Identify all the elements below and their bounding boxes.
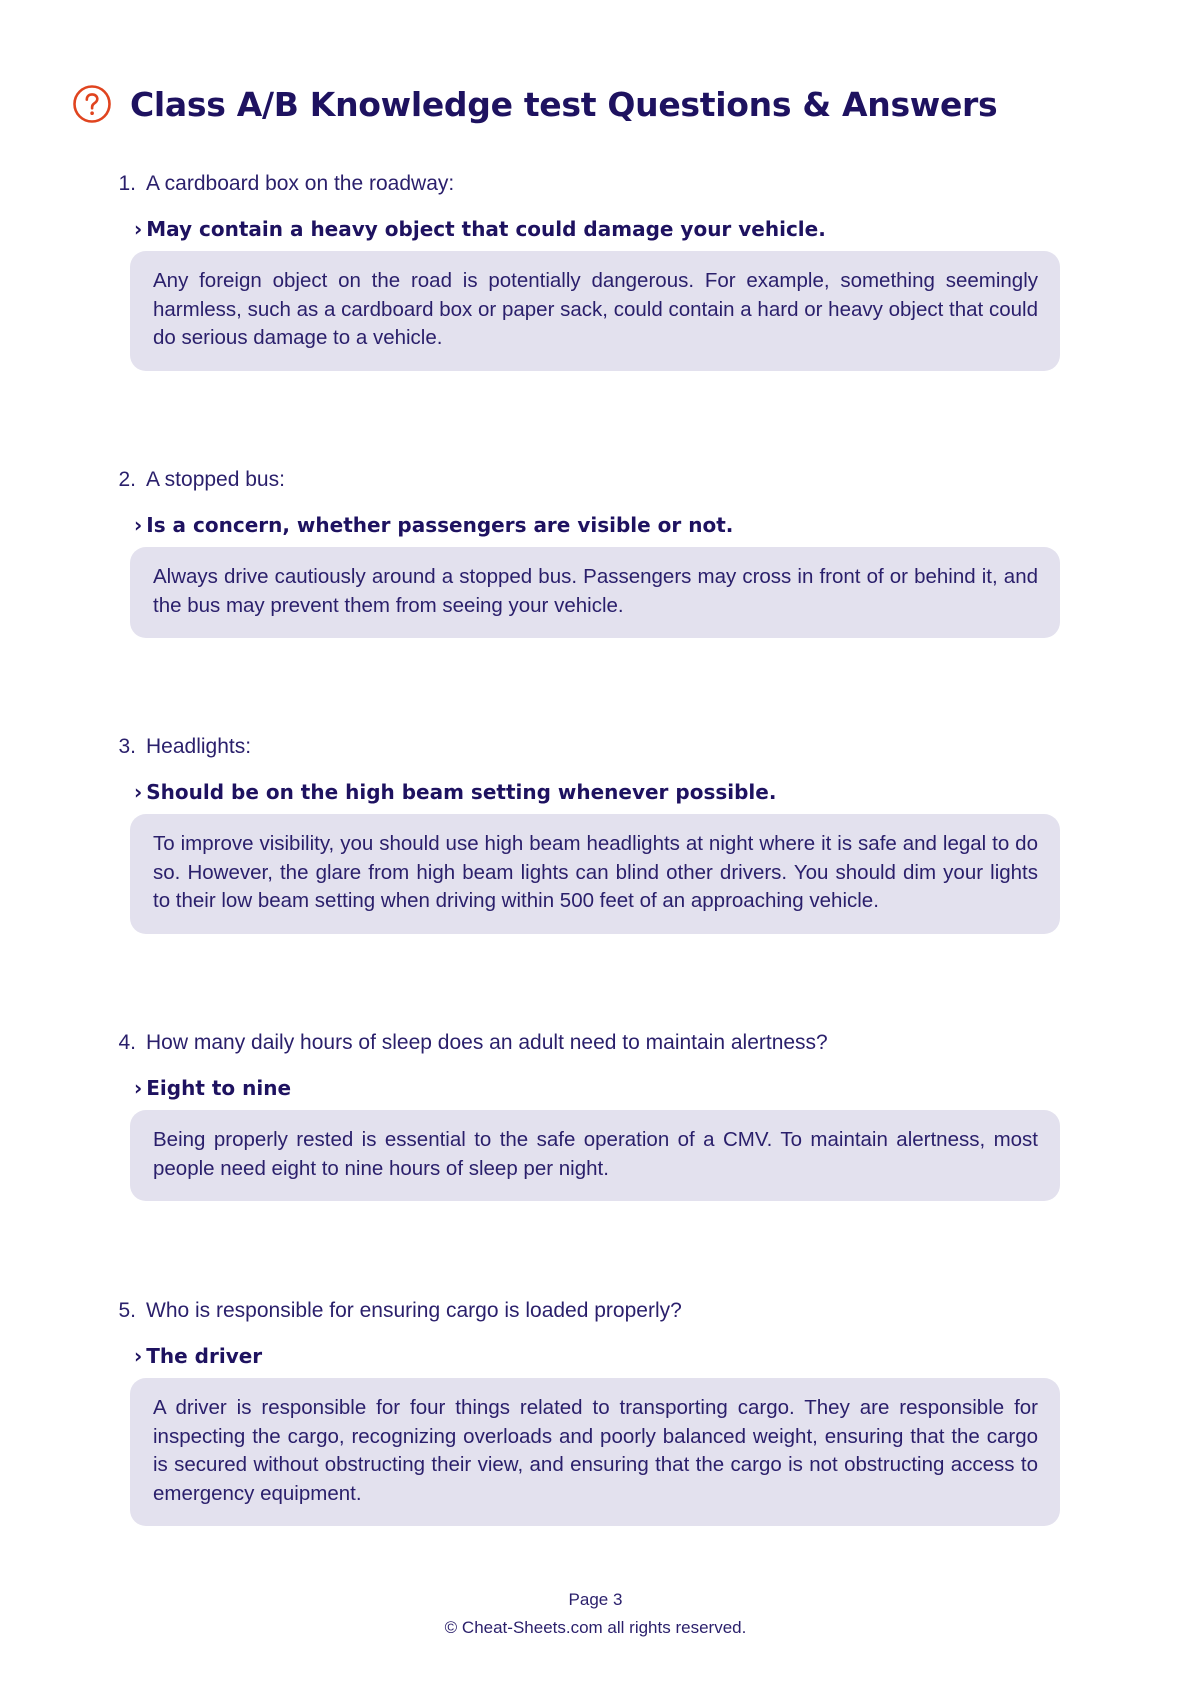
question-text: A stopped bus:: [146, 468, 285, 491]
explanation-box: Always drive cautiously around a stopped bus. Passengers may cross in front of or behind it, and the bus may prevent them from seeing your vehicle.: [130, 547, 1060, 638]
explanation-box: A driver is responsible for four things related to transporting cargo. They are responsible for inspecting the cargo, recognizing overloads and poorly balanced weight, ensuring that the cargo is secured without obstructing their view, and ensuring that the cargo is not obstructing access to emergency equipment.: [130, 1378, 1060, 1526]
answer-text: The driver: [146, 1344, 263, 1368]
explanation-box: To improve visibility, you should use high beam headlights at night where it is safe and legal to do so. However, the glare from high beam lights can blind other drivers. You should dim your lights to their low beam setting when driving within 500 feet of an approaching vehicle.: [130, 814, 1060, 934]
answer-row: [134, 1344, 262, 1368]
question-number: 1.: [118, 172, 136, 195]
answer-row: [134, 1076, 291, 1100]
question-circle-icon: [72, 84, 112, 124]
answer-row: [134, 780, 776, 804]
chevron-right-icon: ›: [134, 780, 143, 804]
page-header: [72, 84, 997, 124]
answer-text: May contain a heavy object that could damage your vehicle.: [146, 217, 826, 241]
explanation-box: Any foreign object on the road is potentially dangerous. For example, something seemingly harmless, such as a cardboard box or paper sack, could contain a hard or heavy object that could do serious damage to a vehicle.: [130, 251, 1060, 371]
chevron-right-icon: ›: [134, 1076, 143, 1100]
answer-text: Eight to nine: [146, 1076, 292, 1100]
question-text: How many daily hours of sleep does an adult need to maintain alertness?: [146, 1031, 828, 1054]
question-text-row: [104, 735, 251, 759]
answer-row: [134, 513, 733, 537]
page-title: Class A/B Knowledge test Questions & Answers: [130, 84, 998, 124]
chevron-right-icon: ›: [134, 1344, 143, 1368]
question-text-row: [104, 1031, 828, 1055]
answer-text: Should be on the high beam setting whenever possible.: [146, 780, 777, 804]
question-number: 3.: [118, 735, 136, 758]
answer-row: [134, 217, 826, 241]
question-number: 4.: [118, 1031, 136, 1054]
question-text-row: [104, 172, 454, 196]
question-text: Who is responsible for ensuring cargo is loaded properly?: [146, 1299, 682, 1322]
copyright-notice: © Cheat-Sheets.com all rights reserved.: [444, 1618, 747, 1637]
question-text-row: [104, 468, 285, 492]
page-number: Page 3: [568, 1590, 623, 1609]
question-text: A cardboard box on the roadway:: [146, 172, 455, 195]
chevron-right-icon: ›: [134, 513, 143, 537]
chevron-right-icon: ›: [134, 217, 143, 241]
question-number: 2.: [118, 468, 136, 491]
explanation-box: Being properly rested is essential to the safe operation of a CMV. To maintain alertness, most people need eight to nine hours of sleep per night.: [130, 1110, 1060, 1201]
question-number: 5.: [118, 1299, 136, 1322]
answer-text: Is a concern, whether passengers are visible or not.: [146, 513, 734, 537]
question-text: Headlights:: [146, 735, 252, 758]
question-text-row: [104, 1299, 682, 1323]
